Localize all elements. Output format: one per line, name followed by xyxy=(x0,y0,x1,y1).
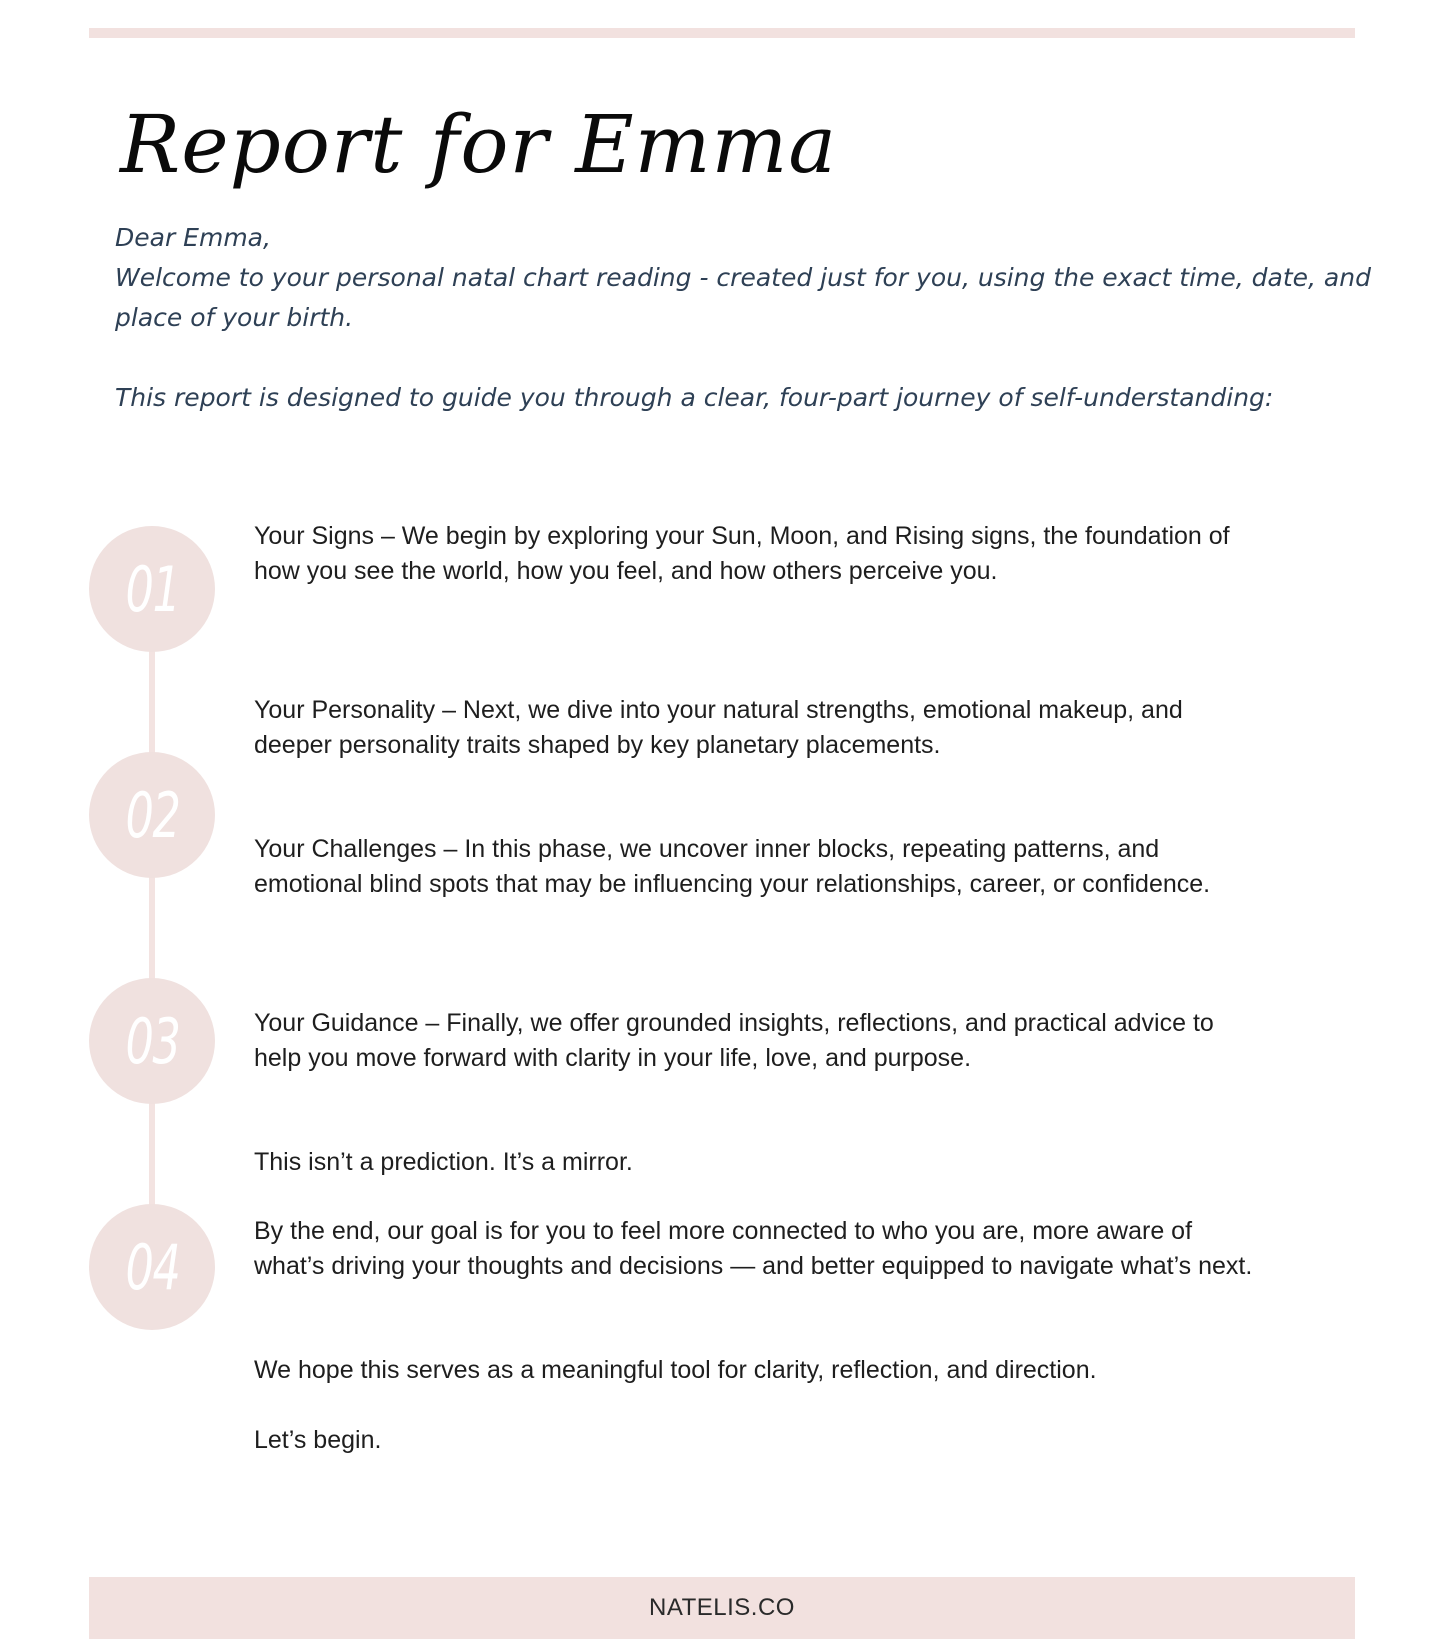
top-accent-bar xyxy=(89,28,1355,38)
step-badge-02 xyxy=(89,752,215,878)
step-badge-03 xyxy=(89,978,215,1104)
mirror-statement: This isn’t a prediction. It’s a mirror. xyxy=(254,1148,633,1176)
page-title: Report for Emma xyxy=(120,98,838,191)
section-signs: Your Signs – We begin by exploring your Sun, Moon, and Rising signs, the foundation of how you see the world, how you feel, and how others perceive you. xyxy=(254,522,1230,585)
step-number: 02 xyxy=(125,778,179,852)
step-badge-04 xyxy=(89,1204,215,1330)
intro-greeting: Dear Emma, xyxy=(115,223,271,252)
step-number: 04 xyxy=(125,1230,179,1304)
step-number: 01 xyxy=(125,552,179,626)
step-badge-01 xyxy=(89,526,215,652)
footer-site-name: NATELIS.CO xyxy=(649,1594,795,1621)
section-personality: Your Personality – Next, we dive into your natural strengths, emotional makeup, and deeper personality traits shaped by key planetary placements. xyxy=(254,696,1183,759)
step-number: 03 xyxy=(125,1004,179,1078)
section-guidance: Your Guidance – Finally, we offer grounded insights, reflections, and practical advice to help you move forward with clarity in your life, love, and purpose. xyxy=(254,1009,1214,1072)
hope-paragraph: We hope this serves as a meaningful tool for clarity, reflection, and direction. xyxy=(254,1356,1097,1384)
intro-block xyxy=(115,218,1375,418)
intro-welcome: Welcome to your personal natal chart reading - created just for you, using the exact time, date, and place of your birth. xyxy=(115,263,1371,332)
footer-bar xyxy=(89,1577,1355,1639)
closing-line: Let’s begin. xyxy=(254,1426,382,1454)
timeline-connector xyxy=(149,585,155,1265)
section-challenges: Your Challenges – In this phase, we uncover inner blocks, repeating patterns, and emotional blind spots that may be influencing your relationships, career, or confidence. xyxy=(254,835,1211,898)
intro-journey: This report is designed to guide you through a clear, four-part journey of self-understanding: xyxy=(115,383,1274,412)
goal-paragraph: By the end, our goal is for you to feel more connected to who you are, more aware of what’s driving your thoughts and decisions — and better equipped to navigate what’s next. xyxy=(254,1217,1253,1280)
